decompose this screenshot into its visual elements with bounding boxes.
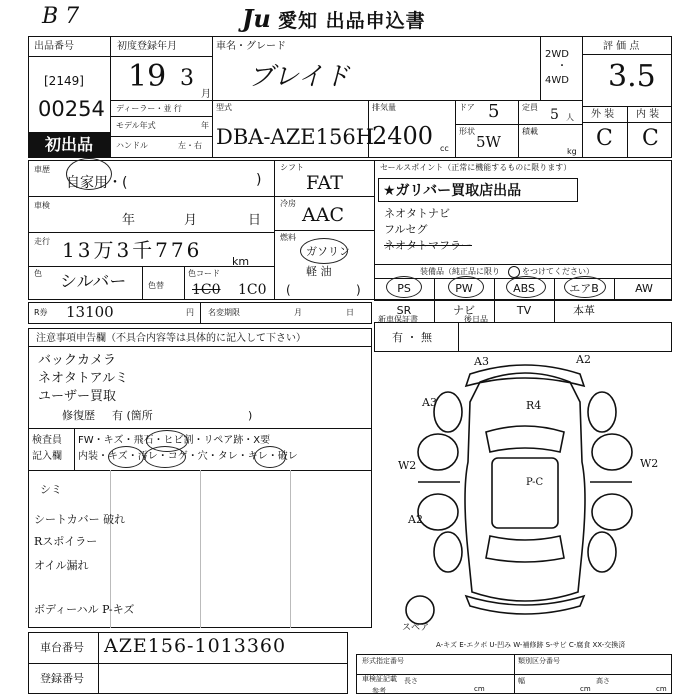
remark-stain: シミ bbox=[40, 483, 62, 496]
car-name-value: ブレイド bbox=[248, 62, 350, 92]
first-registration-year: 19 bbox=[128, 59, 167, 94]
damage-legend: A-キズ E-エクボ U-凹み W-補修跡 S-サビ C-腐食 XX-交換済 bbox=[436, 641, 626, 649]
equip-sr: SR bbox=[396, 304, 412, 317]
inspector-check-stain bbox=[144, 446, 186, 468]
handle-values: 左・右 bbox=[178, 141, 202, 150]
warranty-label: 新車保証書 bbox=[378, 315, 418, 324]
score-value: 3.5 bbox=[608, 59, 656, 94]
damage-mark-pc: P-C bbox=[526, 477, 544, 488]
first-registration-month: 3 bbox=[180, 66, 194, 91]
sales-point-2: フルセグ bbox=[384, 223, 428, 236]
entry-label: 記入欄 bbox=[32, 451, 62, 462]
warranty-values: 有 ・ 無 bbox=[392, 331, 432, 344]
inspector-label: 検査員 bbox=[32, 435, 62, 446]
remark-seat-cover: シートカバー 破れ bbox=[34, 513, 126, 526]
aircon-label: 冷房 bbox=[280, 199, 296, 208]
mileage-value: 13万3千776 bbox=[62, 238, 203, 262]
spare-tire-label: スペア bbox=[402, 623, 430, 633]
color-code-struck: 1C0 bbox=[192, 282, 221, 298]
interior-label: 内 装 bbox=[636, 109, 660, 120]
damage-mark-a3-left: A3 bbox=[422, 396, 437, 409]
note-line-2: ネオタトアルミ bbox=[38, 371, 129, 386]
color-code-value: 1C0 bbox=[238, 282, 267, 298]
fuel-paren-close: ) bbox=[356, 283, 361, 297]
form-title: 愛知 出品申込書 bbox=[278, 10, 426, 32]
ref-label: 参考 bbox=[372, 687, 386, 695]
usage-value: 自家用・( bbox=[66, 175, 128, 191]
equip-abs: ABS bbox=[513, 282, 535, 295]
model-code-value: DBA-AZE156H bbox=[216, 125, 375, 149]
drive-dot: ・ bbox=[557, 61, 567, 72]
car-name-label: 車名・グレード bbox=[216, 41, 286, 52]
score-label: 評 価 点 bbox=[603, 41, 640, 52]
first-registration-label: 初度登録年月 bbox=[117, 41, 177, 52]
first-listing-badge: 初出品 bbox=[28, 132, 110, 158]
damage-mark-w2-right: W2 bbox=[640, 457, 659, 470]
remark-spoiler: Rスポイラー bbox=[34, 535, 98, 548]
inspection-month-unit: 月 bbox=[184, 213, 198, 228]
capacity-value: 5 bbox=[550, 107, 559, 123]
usage-check bbox=[66, 158, 112, 190]
equip-ps-circle bbox=[386, 276, 422, 298]
inspector-row-1: FW・キズ・飛石・ヒビ割・リペア跡・X要 bbox=[78, 435, 271, 446]
name-change-month: 月 bbox=[294, 308, 302, 317]
damage-mark-a2-front: A2 bbox=[576, 353, 591, 366]
load-label: 積載 bbox=[522, 127, 538, 136]
usage-paren-close: ) bbox=[256, 172, 262, 188]
inspector-row-2: 内装・キズ・汚レ・コゲ・穴・タレ・キレ・破レ bbox=[78, 451, 298, 462]
name-change-day: 日 bbox=[346, 308, 354, 317]
car-damage-diagram bbox=[400, 352, 650, 632]
shape-cert-label: 形式指定番号 bbox=[362, 657, 404, 665]
handle-label: ハンドル bbox=[116, 141, 148, 150]
doors-value: 5 bbox=[488, 101, 500, 122]
mileage-unit: km bbox=[232, 255, 250, 268]
equip-airbag: エアB bbox=[569, 282, 599, 295]
shift-label: シフト bbox=[280, 163, 304, 172]
dealer-parallel-label: ディーラー・並 行 bbox=[116, 104, 182, 113]
displacement-value: 2400 bbox=[372, 122, 434, 150]
inspection-label: 車検 bbox=[34, 201, 50, 210]
remark-body: ボディーハル P-キズ bbox=[34, 603, 135, 616]
equip-airbag-circle bbox=[564, 276, 606, 298]
equipment-label: 装備品（純正品に限り bbox=[420, 267, 500, 276]
recycle-label: R券 bbox=[34, 308, 48, 317]
cm-unit-1: cm bbox=[474, 685, 485, 693]
color-sheet-label: 色替 bbox=[148, 281, 164, 290]
kg-unit: kg bbox=[567, 147, 577, 156]
equip-pw-circle bbox=[448, 276, 484, 298]
damage-mark-a3-front: A3 bbox=[474, 355, 489, 368]
damage-mark-a2-rear: A2 bbox=[408, 513, 423, 526]
equip-leather: 本革 bbox=[573, 304, 595, 317]
note-line-1: バックカメラ bbox=[38, 353, 117, 368]
remark-oil: オイル漏れ bbox=[34, 559, 89, 572]
later-items-label: 後日品 bbox=[464, 315, 488, 324]
sales-point-3: ネオタトマフラー bbox=[384, 239, 472, 252]
equip-tv: TV bbox=[516, 304, 532, 317]
chassis-value: AZE156-1013360 bbox=[104, 635, 287, 657]
repair-history-close: ) bbox=[248, 409, 253, 422]
inspection-year-unit: 年 bbox=[122, 213, 136, 228]
width-label: 幅 bbox=[518, 677, 525, 685]
cm-unit-3: cm bbox=[656, 685, 667, 693]
shape-label: 形状 bbox=[459, 127, 475, 136]
cc-unit: cc bbox=[440, 144, 449, 153]
repair-history-label: 修復歴 bbox=[62, 409, 95, 422]
exterior-grade: C bbox=[596, 126, 613, 151]
corner-handwritten: B 7 bbox=[42, 4, 80, 29]
model-code-label: 型式 bbox=[216, 103, 232, 112]
inspection-day-unit: 日 bbox=[248, 213, 262, 228]
mileage-label: 走行 bbox=[34, 237, 50, 246]
shape-value: 5W bbox=[476, 133, 501, 151]
class-label: 類別区分番号 bbox=[518, 657, 560, 665]
inspector-check-tare bbox=[254, 446, 286, 468]
equip-abs-circle bbox=[506, 276, 546, 298]
capacity-unit: 人 bbox=[566, 113, 574, 122]
color-label: 色 bbox=[34, 269, 42, 278]
damage-mark-w2-left: W2 bbox=[398, 459, 417, 472]
fuel-gasoline: ガソリン bbox=[306, 245, 350, 258]
fuel-gasoline-check bbox=[300, 238, 348, 264]
exterior-label: 外 装 bbox=[591, 109, 615, 120]
color-code-label: 色コード bbox=[188, 269, 220, 278]
model-year-unit: 年 bbox=[201, 121, 209, 130]
cm-unit-2: cm bbox=[580, 685, 591, 693]
inspector-check-kizu bbox=[108, 446, 144, 468]
lot-number-label: 出品番号 bbox=[34, 41, 74, 52]
equip-navi: ナビ bbox=[453, 304, 475, 317]
lot-bracket-number: [2149] bbox=[44, 74, 84, 88]
registration-number-label: 登録番号 bbox=[40, 672, 84, 685]
usage-label: 車歴 bbox=[34, 165, 50, 174]
recycle-unit: 円 bbox=[186, 308, 194, 317]
sales-points-label: セールスポイント（正常に機能するものに限ります） bbox=[380, 163, 572, 172]
length-label: 長さ bbox=[404, 677, 418, 685]
equip-pw: PW bbox=[455, 282, 473, 295]
repair-history-value: 有 (箇所 bbox=[112, 409, 153, 422]
doors-label: ドア bbox=[459, 103, 475, 112]
fuel-diesel: 軽 油 bbox=[306, 265, 332, 278]
lot-number: 00254 bbox=[38, 97, 105, 121]
fuel-label: 燃料 bbox=[280, 233, 296, 242]
shift-value: FAT bbox=[306, 172, 343, 194]
notes-header: 注意事項申告欄（不具合内容等は具体的に記入して下さい） bbox=[36, 333, 306, 344]
chassis-label: 車台番号 bbox=[40, 641, 84, 654]
displacement-label: 排気量 bbox=[372, 103, 396, 112]
month-unit: 月 bbox=[201, 89, 211, 100]
fuel-paren-open: ( bbox=[286, 283, 291, 297]
note-line-3: ユーザー買取 bbox=[38, 389, 117, 404]
sales-point-1: ネオタトナビ bbox=[384, 207, 450, 220]
damage-mark-r4: R4 bbox=[526, 399, 542, 412]
equipment-label-after: をつけてください） bbox=[522, 267, 594, 276]
cert-label: 車検証記載 bbox=[362, 675, 397, 683]
brand-logo: Ju bbox=[242, 4, 271, 33]
recycle-value: 13100 bbox=[66, 303, 114, 321]
equip-ps: PS bbox=[397, 282, 411, 295]
model-year-label: モデル年式 bbox=[116, 121, 156, 130]
capacity-label: 定員 bbox=[522, 103, 538, 112]
interior-grade: C bbox=[642, 126, 659, 151]
aircon-value: AAC bbox=[302, 204, 344, 226]
drive-4wd: 4WD bbox=[545, 75, 569, 86]
equip-aw: AW bbox=[635, 282, 653, 295]
color-value: シルバー bbox=[60, 272, 127, 292]
drive-2wd: 2WD bbox=[545, 49, 569, 60]
gulliver-badge: ★ガリバー買取店出品 bbox=[378, 178, 578, 202]
height-label: 高さ bbox=[596, 677, 610, 685]
name-change-label: 名変期限 bbox=[208, 308, 240, 317]
